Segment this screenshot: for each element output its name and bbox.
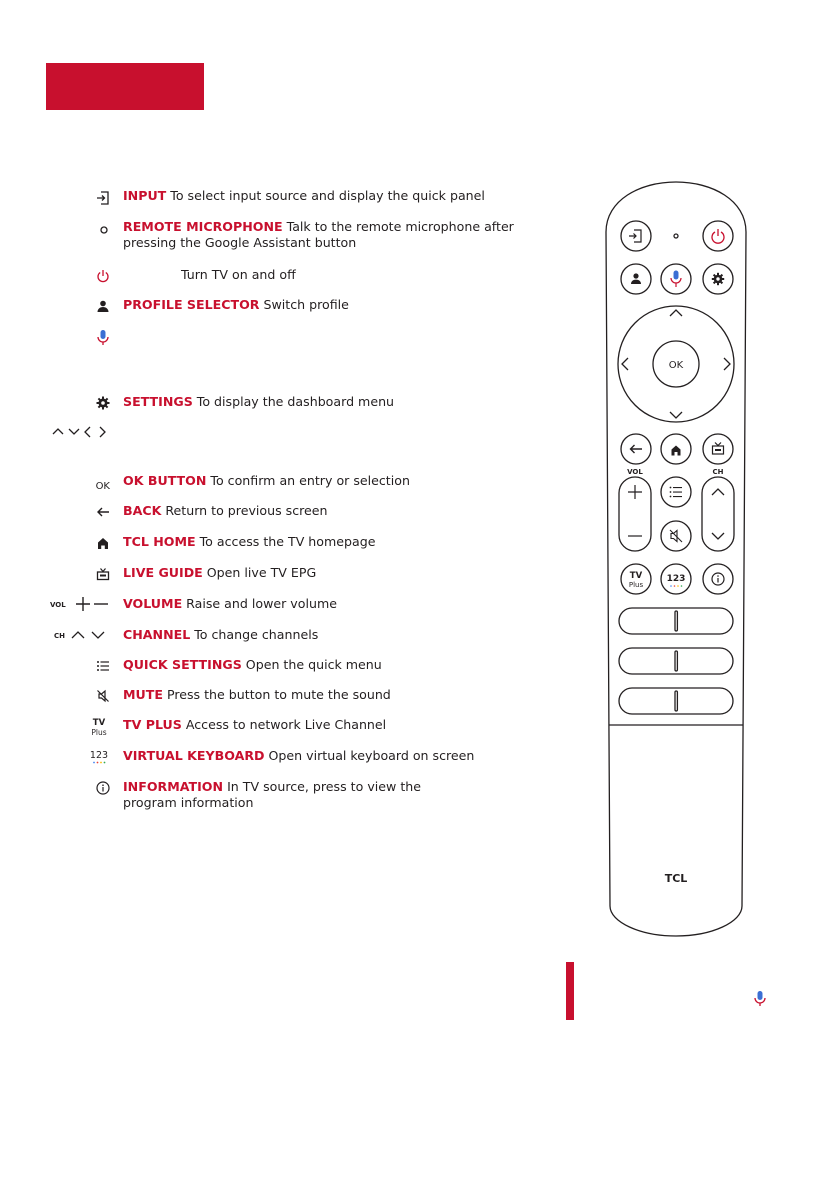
quick-keyword: QUICK SETTINGS — [123, 657, 242, 672]
remote-dpad-down-arrow — [670, 412, 682, 418]
keyboard-keyword: VIRTUAL KEYBOARD — [123, 748, 265, 763]
remote-app-button-2 — [619, 648, 733, 674]
remote-live-tv-icon-bar — [715, 449, 721, 451]
input-desc: To select input source and display the quick panel — [166, 188, 485, 203]
remote-mute-icon — [670, 530, 682, 542]
remote-vol-label: VOL — [627, 468, 643, 476]
remote-123-dots — [670, 585, 682, 587]
num-icon-text: 123 — [89, 750, 109, 761]
remote-app-slot-3 — [675, 691, 677, 711]
tvplus-desc: Access to network Live Channel — [181, 717, 387, 732]
guide-desc: Open live TV EPG — [202, 565, 317, 580]
remote-gear-icon — [712, 273, 724, 285]
remote-input-icon — [629, 230, 641, 242]
ch-icon-text: CH — [54, 632, 65, 640]
info-keyword: INFORMATION — [123, 779, 224, 794]
ok-keyword: OK BUTTON — [123, 473, 207, 488]
remote-volume-marks — [628, 485, 642, 536]
power-desc: Turn TV on and off — [181, 267, 296, 282]
remote-profile-button — [621, 264, 651, 294]
remote-app-button-1 — [619, 608, 733, 634]
remote-ok-label: OK — [668, 360, 684, 371]
mic-desc: Talk to the remote microphone after pressing the Google Assistant button — [123, 219, 514, 250]
back-desc: Return to previous screen — [161, 503, 328, 518]
volume-desc: Raise and lower volume — [182, 596, 337, 611]
mute-keyword: MUTE — [123, 687, 163, 702]
remote-power-icon — [712, 229, 724, 243]
settings-desc: To display the dashboard menu — [192, 394, 395, 409]
remote-dpad-left-arrow — [622, 358, 628, 370]
remote-body — [606, 182, 746, 936]
remote-plus-label: Plus — [628, 581, 644, 589]
remote-app-slot-2 — [675, 651, 677, 671]
remote-123-label: 123 — [666, 574, 686, 584]
channel-keyword: CHANNEL — [123, 627, 191, 642]
remote-channel-arrows — [712, 489, 724, 539]
profile-desc: Switch profile — [259, 297, 349, 312]
remote-info-icon — [712, 573, 724, 585]
note-accent-bar — [566, 962, 574, 1020]
ok-desc: To confirm an entry or selection — [206, 473, 410, 488]
mute-desc: Press the button to mute the sound — [162, 687, 391, 702]
tvplus-keyword: TV PLUS — [123, 717, 182, 732]
plus-icon-text: Plus — [91, 728, 107, 737]
vol-icon-text: VOL — [50, 601, 66, 609]
keyboard-desc: Open virtual keyboard on screen — [264, 748, 475, 763]
remote-app-slot-1 — [675, 611, 677, 631]
remote-profile-icon — [631, 273, 641, 284]
remote-back-arrow-icon — [631, 445, 643, 453]
settings-keyword: SETTINGS — [123, 394, 193, 409]
remote-tv-label: TV — [629, 571, 643, 581]
remote-app-button-3 — [619, 688, 733, 714]
guide-keyword: LIVE GUIDE — [123, 565, 203, 580]
channel-desc: To change channels — [190, 627, 319, 642]
remote-dpad-right-arrow — [724, 358, 730, 370]
tv-icon-text: TV — [92, 718, 106, 728]
input-keyword: INPUT — [123, 188, 167, 203]
quick-desc: Open the quick menu — [241, 657, 382, 672]
mic-keyword: REMOTE MICROPHONE — [123, 219, 283, 234]
home-keyword: TCL HOME — [123, 534, 196, 549]
volume-keyword: VOLUME — [123, 596, 183, 611]
back-keyword: BACK — [123, 503, 162, 518]
remote-mic-hole — [674, 234, 678, 238]
remote-home-icon — [672, 446, 681, 456]
remote-list-icon — [670, 487, 682, 498]
remote-assistant-icon — [671, 271, 681, 288]
remote-ch-label: CH — [712, 468, 724, 476]
remote-dpad-up-arrow — [670, 310, 682, 316]
home-desc: To access the TV homepage — [195, 534, 376, 549]
remote-brand-logo: TCL — [664, 872, 688, 885]
profile-keyword: PROFILE SELECTOR — [123, 297, 260, 312]
ok-glyph: OK — [95, 481, 110, 492]
info-desc: In TV source, press to view the program information — [123, 779, 421, 810]
remote-live-tv-icon — [713, 443, 724, 455]
google-assistant-mic-icon-note — [753, 990, 767, 1012]
